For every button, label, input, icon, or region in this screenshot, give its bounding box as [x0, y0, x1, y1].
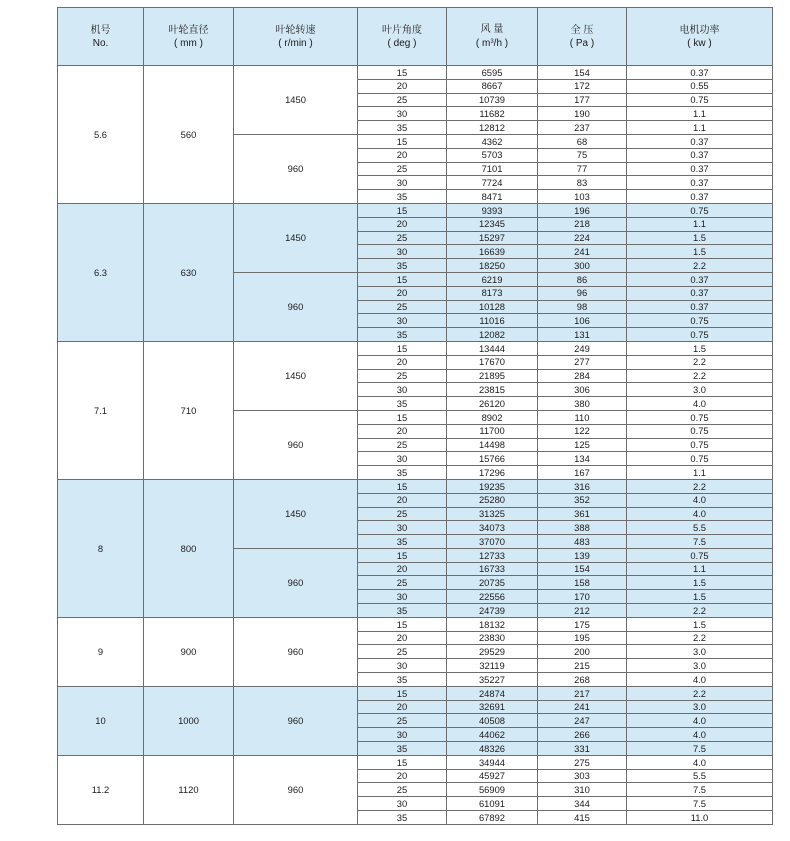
- speed-cell: 960: [234, 134, 358, 203]
- pressure-cell: 68: [538, 134, 627, 148]
- angle-cell: 35: [358, 259, 447, 273]
- airflow-cell: 32119: [447, 659, 538, 673]
- pressure-cell: 110: [538, 410, 627, 424]
- pressure-cell: 125: [538, 438, 627, 452]
- power-cell: 1.5: [627, 590, 773, 604]
- model-cell: 8: [58, 479, 144, 617]
- angle-cell: 35: [358, 535, 447, 549]
- angle-cell: 25: [358, 438, 447, 452]
- power-cell: 4.0: [627, 755, 773, 769]
- airflow-cell: 29529: [447, 645, 538, 659]
- angle-cell: 35: [358, 328, 447, 342]
- angle-cell: 15: [358, 272, 447, 286]
- pressure-cell: 106: [538, 314, 627, 328]
- airflow-cell: 6595: [447, 66, 538, 80]
- header-angle-label: 叶片角度: [382, 24, 422, 36]
- power-cell: 7.5: [627, 742, 773, 756]
- airflow-cell: 17670: [447, 355, 538, 369]
- power-cell: 1.5: [627, 231, 773, 245]
- power-cell: 0.75: [627, 548, 773, 562]
- power-cell: 3.0: [627, 659, 773, 673]
- angle-cell: 25: [358, 783, 447, 797]
- angle-cell: 15: [358, 134, 447, 148]
- airflow-cell: 45927: [447, 769, 538, 783]
- angle-cell: 25: [358, 162, 447, 176]
- pressure-cell: 352: [538, 493, 627, 507]
- angle-cell: 20: [358, 286, 447, 300]
- header-pressure-unit: ( Pa ): [569, 37, 595, 49]
- diameter-cell: 560: [144, 66, 234, 204]
- model-cell: 9: [58, 617, 144, 686]
- table-row: [58, 617, 773, 631]
- pressure-cell: 215: [538, 659, 627, 673]
- power-cell: 0.37: [627, 272, 773, 286]
- pressure-cell: 284: [538, 369, 627, 383]
- airflow-cell: 31325: [447, 507, 538, 521]
- airflow-cell: 11016: [447, 314, 538, 328]
- power-cell: 3.0: [627, 700, 773, 714]
- header-power-unit: ( kw ): [687, 37, 712, 49]
- header-airflow-label: 风 量: [480, 24, 504, 35]
- angle-cell: 25: [358, 231, 447, 245]
- table-row: [58, 686, 773, 700]
- power-cell: 4.0: [627, 728, 773, 742]
- pressure-cell: 380: [538, 397, 627, 411]
- pressure-cell: 277: [538, 355, 627, 369]
- power-cell: 2.2: [627, 369, 773, 383]
- table-row: [58, 66, 773, 80]
- power-cell: 4.0: [627, 397, 773, 411]
- pressure-cell: 306: [538, 383, 627, 397]
- airflow-cell: 26120: [447, 397, 538, 411]
- table-row: [58, 755, 773, 769]
- pressure-cell: 122: [538, 424, 627, 438]
- airflow-cell: 8667: [447, 79, 538, 93]
- speed-cell: 1450: [234, 203, 358, 272]
- airflow-cell: 11682: [447, 107, 538, 121]
- header-speed-label: 叶轮转速: [275, 24, 316, 36]
- angle-cell: 20: [358, 631, 447, 645]
- header-airflow-unit: [447, 36, 537, 50]
- pressure-cell: 200: [538, 645, 627, 659]
- speed-cell: 960: [234, 686, 358, 755]
- airflow-cell: 24874: [447, 686, 538, 700]
- pressure-cell: 241: [538, 245, 627, 259]
- header-speed: [234, 8, 358, 66]
- angle-cell: 20: [358, 217, 447, 231]
- pressure-cell: 388: [538, 521, 627, 535]
- airflow-cell: 8471: [447, 190, 538, 204]
- airflow-cell: 25280: [447, 493, 538, 507]
- airflow-cell: 12345: [447, 217, 538, 231]
- power-cell: 4.0: [627, 673, 773, 687]
- diameter-cell: 1120: [144, 755, 234, 824]
- power-cell: 0.75: [627, 314, 773, 328]
- airflow-cell: 20735: [447, 576, 538, 590]
- airflow-cell: 23815: [447, 383, 538, 397]
- pressure-cell: 195: [538, 631, 627, 645]
- pressure-cell: 196: [538, 203, 627, 217]
- header-model: [58, 8, 144, 66]
- power-cell: 0.37: [627, 148, 773, 162]
- header-angle: [358, 8, 447, 66]
- airflow-cell: 15297: [447, 231, 538, 245]
- power-cell: 7.5: [627, 535, 773, 549]
- power-cell: 5.5: [627, 521, 773, 535]
- angle-cell: 25: [358, 645, 447, 659]
- pressure-cell: 415: [538, 811, 627, 825]
- power-cell: 1.1: [627, 121, 773, 135]
- diameter-cell: 710: [144, 341, 234, 479]
- model-cell: 6.3: [58, 203, 144, 341]
- header-model-unit: No.: [92, 37, 109, 49]
- header-pressure: [538, 8, 627, 66]
- airflow-cell: 56909: [447, 783, 538, 797]
- power-cell: 3.0: [627, 645, 773, 659]
- angle-cell: 35: [358, 466, 447, 480]
- angle-cell: 20: [358, 700, 447, 714]
- pressure-cell: 75: [538, 148, 627, 162]
- power-cell: 1.5: [627, 341, 773, 355]
- pressure-cell: 300: [538, 259, 627, 273]
- airflow-cell: 16639: [447, 245, 538, 259]
- airflow-cell: 5703: [447, 148, 538, 162]
- angle-cell: 30: [358, 590, 447, 604]
- angle-cell: 30: [358, 452, 447, 466]
- power-cell: 1.1: [627, 107, 773, 121]
- pressure-cell: 331: [538, 742, 627, 756]
- speed-cell: 960: [234, 617, 358, 686]
- airflow-cell: 12812: [447, 121, 538, 135]
- power-cell: 0.37: [627, 134, 773, 148]
- power-cell: 2.2: [627, 686, 773, 700]
- pressure-cell: 483: [538, 535, 627, 549]
- angle-cell: 15: [358, 755, 447, 769]
- speed-cell: 960: [234, 272, 358, 341]
- airflow-cell: 34073: [447, 521, 538, 535]
- angle-cell: 15: [358, 686, 447, 700]
- airflow-cell: 44062: [447, 728, 538, 742]
- angle-cell: 15: [358, 479, 447, 493]
- angle-cell: 30: [358, 107, 447, 121]
- airflow-cell: 18250: [447, 259, 538, 273]
- angle-cell: 35: [358, 742, 447, 756]
- pressure-cell: 77: [538, 162, 627, 176]
- angle-cell: 30: [358, 797, 447, 811]
- angle-cell: 35: [358, 811, 447, 825]
- pressure-cell: 134: [538, 452, 627, 466]
- pressure-cell: 190: [538, 107, 627, 121]
- header-diameter: [144, 8, 234, 66]
- airflow-cell: 8902: [447, 410, 538, 424]
- power-cell: 1.1: [627, 217, 773, 231]
- pressure-cell: 139: [538, 548, 627, 562]
- power-cell: 0.55: [627, 79, 773, 93]
- table-row: [58, 203, 773, 217]
- pressure-cell: 96: [538, 286, 627, 300]
- diameter-cell: 630: [144, 203, 234, 341]
- table-body: [58, 66, 773, 825]
- header-model-label: 机号: [90, 24, 111, 36]
- airflow-cell: 17296: [447, 466, 538, 480]
- angle-cell: 20: [358, 493, 447, 507]
- angle-cell: 25: [358, 507, 447, 521]
- airflow-cell: 15766: [447, 452, 538, 466]
- pressure-cell: 86: [538, 272, 627, 286]
- pressure-cell: 268: [538, 673, 627, 687]
- pressure-cell: 241: [538, 700, 627, 714]
- power-cell: 2.2: [627, 355, 773, 369]
- power-cell: 1.1: [627, 562, 773, 576]
- airflow-cell: 10128: [447, 300, 538, 314]
- pressure-cell: 131: [538, 328, 627, 342]
- angle-cell: 35: [358, 190, 447, 204]
- angle-cell: 35: [358, 673, 447, 687]
- pressure-cell: 310: [538, 783, 627, 797]
- angle-cell: 25: [358, 576, 447, 590]
- airflow-cell: 7101: [447, 162, 538, 176]
- pressure-cell: 167: [538, 466, 627, 480]
- pressure-cell: 303: [538, 769, 627, 783]
- airflow-cell: 8173: [447, 286, 538, 300]
- power-cell: 0.75: [627, 438, 773, 452]
- angle-cell: 20: [358, 79, 447, 93]
- angle-cell: 30: [358, 728, 447, 742]
- airflow-cell: 12733: [447, 548, 538, 562]
- header-power: [627, 8, 773, 66]
- power-cell: 2.2: [627, 631, 773, 645]
- power-cell: 2.2: [627, 479, 773, 493]
- power-cell: 0.75: [627, 328, 773, 342]
- pressure-cell: 344: [538, 797, 627, 811]
- speed-cell: 1450: [234, 66, 358, 135]
- pressure-cell: 316: [538, 479, 627, 493]
- pressure-cell: 170: [538, 590, 627, 604]
- header-pressure-label: 全 压: [570, 24, 594, 36]
- power-cell: 0.37: [627, 286, 773, 300]
- power-cell: 4.0: [627, 507, 773, 521]
- model-cell: 11.2: [58, 755, 144, 824]
- airflow-cell: 12082: [447, 328, 538, 342]
- angle-cell: 30: [358, 383, 447, 397]
- power-cell: 5.5: [627, 769, 773, 783]
- diameter-cell: 1000: [144, 686, 234, 755]
- power-cell: 1.5: [627, 576, 773, 590]
- airflow-cell: 18132: [447, 617, 538, 631]
- pressure-cell: 158: [538, 576, 627, 590]
- pressure-cell: 175: [538, 617, 627, 631]
- airflow-unit-sup: 3: [490, 39, 494, 45]
- header-airflow: [447, 8, 538, 66]
- airflow-cell: 11700: [447, 424, 538, 438]
- angle-cell: 30: [358, 521, 447, 535]
- table-row: [58, 479, 773, 493]
- pressure-cell: 275: [538, 755, 627, 769]
- pressure-cell: 247: [538, 714, 627, 728]
- power-cell: 0.37: [627, 300, 773, 314]
- airflow-cell: 22556: [447, 590, 538, 604]
- power-cell: 7.5: [627, 783, 773, 797]
- speed-cell: 1450: [234, 479, 358, 548]
- power-cell: 0.37: [627, 66, 773, 80]
- header-diameter-unit: ( mm ): [174, 37, 203, 49]
- airflow-cell: 32691: [447, 700, 538, 714]
- angle-cell: 20: [358, 148, 447, 162]
- pressure-cell: 266: [538, 728, 627, 742]
- model-cell: 7.1: [58, 341, 144, 479]
- angle-cell: 15: [358, 66, 447, 80]
- airflow-cell: 6219: [447, 272, 538, 286]
- pressure-cell: 154: [538, 66, 627, 80]
- pressure-cell: 361: [538, 507, 627, 521]
- pressure-cell: 224: [538, 231, 627, 245]
- airflow-unit-post: /h ): [493, 38, 509, 49]
- angle-cell: 20: [358, 424, 447, 438]
- angle-cell: 30: [358, 176, 447, 190]
- angle-cell: 25: [358, 714, 447, 728]
- angle-cell: 35: [358, 604, 447, 618]
- power-cell: 3.0: [627, 383, 773, 397]
- angle-cell: 35: [358, 121, 447, 135]
- angle-cell: 30: [358, 659, 447, 673]
- airflow-cell: 16733: [447, 562, 538, 576]
- airflow-cell: 9393: [447, 203, 538, 217]
- airflow-cell: 40508: [447, 714, 538, 728]
- angle-cell: 20: [358, 355, 447, 369]
- power-cell: 0.75: [627, 424, 773, 438]
- power-cell: 0.75: [627, 452, 773, 466]
- pressure-cell: 237: [538, 121, 627, 135]
- power-cell: 0.75: [627, 203, 773, 217]
- power-cell: 1.5: [627, 245, 773, 259]
- angle-cell: 25: [358, 300, 447, 314]
- table-header: [58, 8, 773, 66]
- airflow-cell: 37070: [447, 535, 538, 549]
- airflow-cell: 19235: [447, 479, 538, 493]
- airflow-unit-pre: ( m: [475, 38, 491, 49]
- angle-cell: 15: [358, 410, 447, 424]
- airflow-cell: 13444: [447, 341, 538, 355]
- airflow-cell: 24739: [447, 604, 538, 618]
- airflow-cell: 21895: [447, 369, 538, 383]
- pressure-cell: 217: [538, 686, 627, 700]
- airflow-cell: 23830: [447, 631, 538, 645]
- angle-cell: 25: [358, 369, 447, 383]
- header-row: [58, 8, 773, 66]
- angle-cell: 15: [358, 548, 447, 562]
- power-cell: 0.75: [627, 410, 773, 424]
- speed-cell: 1450: [234, 341, 358, 410]
- airflow-cell: 4362: [447, 134, 538, 148]
- power-cell: 2.2: [627, 259, 773, 273]
- airflow-cell: 35227: [447, 673, 538, 687]
- pressure-cell: 249: [538, 341, 627, 355]
- table-row: [58, 341, 773, 355]
- angle-cell: 20: [358, 562, 447, 576]
- airflow-cell: 67892: [447, 811, 538, 825]
- power-cell: 0.37: [627, 176, 773, 190]
- fan-performance-table: [57, 7, 773, 825]
- pressure-cell: 218: [538, 217, 627, 231]
- power-cell: 4.0: [627, 714, 773, 728]
- airflow-cell: 14498: [447, 438, 538, 452]
- angle-cell: 15: [358, 617, 447, 631]
- pressure-cell: 154: [538, 562, 627, 576]
- airflow-cell: 61091: [447, 797, 538, 811]
- pressure-cell: 103: [538, 190, 627, 204]
- angle-cell: 15: [358, 203, 447, 217]
- model-cell: 10: [58, 686, 144, 755]
- angle-cell: 20: [358, 769, 447, 783]
- header-speed-unit: ( r/min ): [278, 37, 313, 49]
- speed-cell: 960: [234, 755, 358, 824]
- diameter-cell: 900: [144, 617, 234, 686]
- power-cell: 4.0: [627, 493, 773, 507]
- angle-cell: 35: [358, 397, 447, 411]
- angle-cell: 30: [358, 314, 447, 328]
- pressure-cell: 83: [538, 176, 627, 190]
- airflow-cell: 34944: [447, 755, 538, 769]
- speed-cell: 960: [234, 410, 358, 479]
- pressure-cell: 98: [538, 300, 627, 314]
- power-cell: 7.5: [627, 797, 773, 811]
- airflow-cell: 7724: [447, 176, 538, 190]
- header-power-label: 电机功率: [679, 24, 720, 36]
- power-cell: 0.75: [627, 93, 773, 107]
- speed-cell: 960: [234, 548, 358, 617]
- airflow-cell: 10739: [447, 93, 538, 107]
- pressure-cell: 172: [538, 79, 627, 93]
- header-angle-unit: ( deg ): [387, 37, 417, 49]
- pressure-cell: 177: [538, 93, 627, 107]
- power-cell: 1.1: [627, 466, 773, 480]
- airflow-cell: 48326: [447, 742, 538, 756]
- angle-cell: 25: [358, 93, 447, 107]
- power-cell: 1.5: [627, 617, 773, 631]
- power-cell: 0.37: [627, 162, 773, 176]
- angle-cell: 15: [358, 341, 447, 355]
- header-diameter-label: 叶轮直径: [168, 24, 209, 36]
- model-cell: 5.6: [58, 66, 144, 204]
- diameter-cell: 800: [144, 479, 234, 617]
- pressure-cell: 212: [538, 604, 627, 618]
- power-cell: 2.2: [627, 604, 773, 618]
- power-cell: 11.0: [627, 811, 773, 825]
- power-cell: 0.37: [627, 190, 773, 204]
- angle-cell: 30: [358, 245, 447, 259]
